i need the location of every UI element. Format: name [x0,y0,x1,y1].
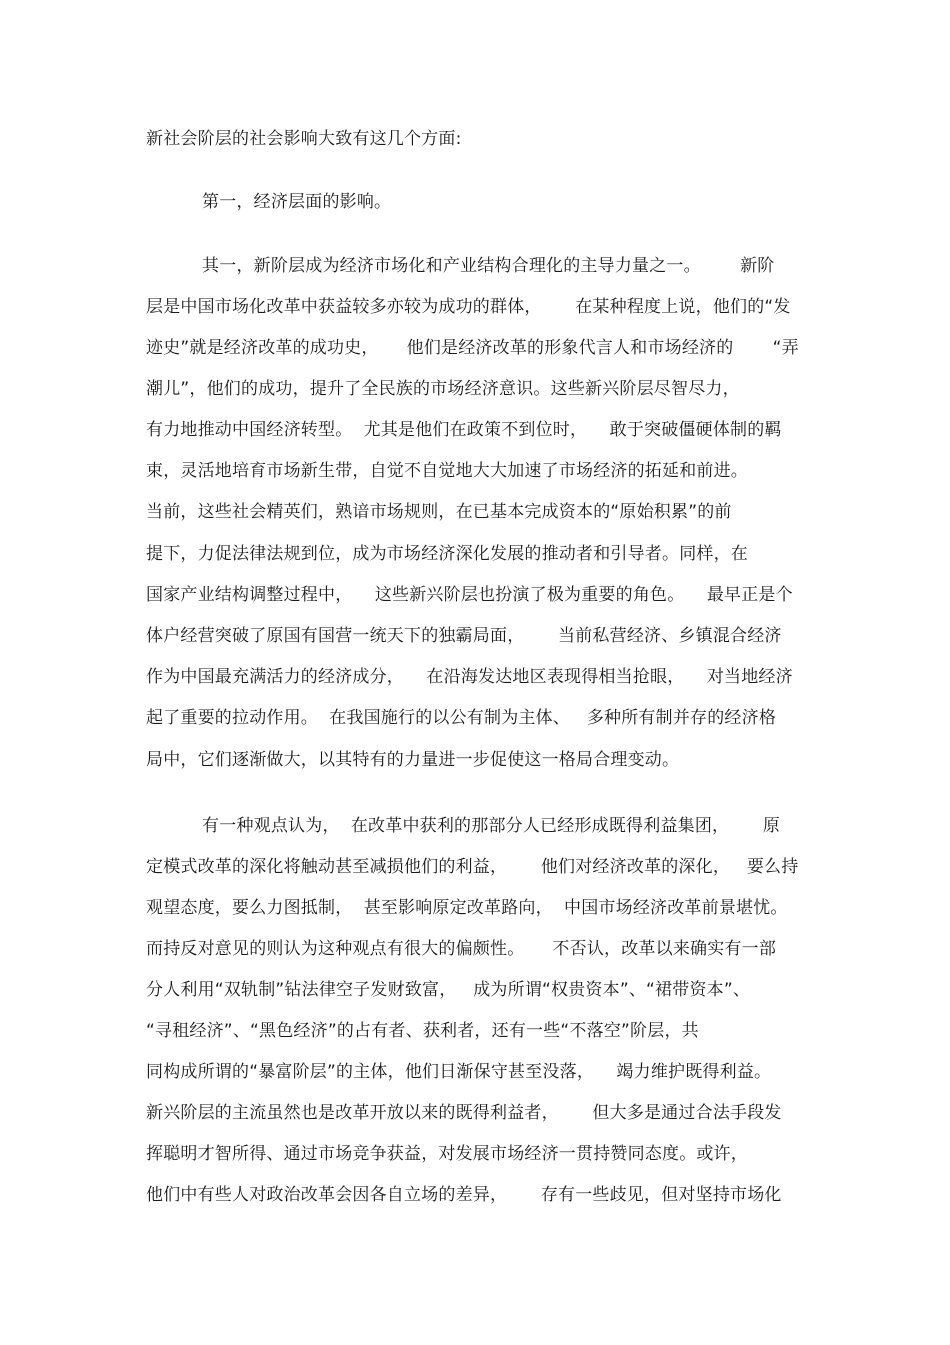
paragraph-2-line: 定模式改革的深化将触动甚至减损他们的利益， 他们对经济改革的深化， 要么持 [146,857,799,877]
paragraph-2-line: 而持反对意见的则认为这种观点有很大的偏颇性。 不否认，改革以来确实有一部 [146,939,777,959]
paragraph-1-line: 潮儿”，他们的成功，提升了全民族的市场经济意识。这些新兴阶层尽智尽力， [146,379,740,399]
paragraph-1-line: 层是中国市场化改革中获益较多亦较为成功的群体， 在某种程度上说，他们的“发 [146,297,791,317]
paragraph-1-line: 提下，力促法律法规到位，成为市场经济深化发展的推动者和引导者。同样，在 [146,544,748,564]
paragraph-1-line: 国家产业结构调整过程中， 这些新兴阶层也扮演了极为重要的角色。 最早正是个 [146,585,793,605]
paragraph-1-line: 迹史”就是经济改革的成功史， 他们是经济改革的形象代言人和市场经济的 “弄 [146,338,799,358]
paragraph-1-line: 有力地推动中国经济转型。 尤其是他们在政策不到位时， 敢于突破僵硬体制的羁 [146,420,782,440]
paragraph-2-line: 新兴阶层的主流虽然也是改革开放以来的既得利益者， 但大多是通过合法手段发 [146,1103,782,1123]
paragraph-1-line: 作为中国最充满活力的经济成分， 在沿海发达地区表现得相当抢眼， 对当地经济 [146,667,793,687]
paragraph-2-line: 观望态度，要么力图抵制， 甚至影响原定改革路向， 中国市场经济改革前景堪忧。 [146,898,788,918]
paragraph-1-line: 体户经营突破了原国有国营一统天下的独霸局面， 当前私营经济、乡镇混合经济 [146,626,782,646]
paragraph-1-line: 其一，新阶层成为经济市场化和产业结构合理化的主导力量之一。 新阶 [146,256,775,276]
paragraph-1-line: 局中，它们逐渐做大，以其特有的力量进一步促使这一格局合理变动。 [146,750,680,770]
paragraph-1-line: 起了重要的拉动作用。 在我国施行的以公有制为主体、 多种所有制并存的经济格 [146,708,777,728]
paragraph-2-line: “寻租经济”、“黑色经济”的占有者、获利者，还有一些“不落空”阶层，共 [146,1021,699,1041]
paragraph-2-line: 他们中有些人对政治改革会因各自立场的差异， 存有一些歧见，但对坚持市场化 [146,1185,782,1205]
paragraph-1-line: 束，灵活地培育市场新生带，自觉不自觉地大大加速了市场经济的拓延和前进。 [146,461,748,481]
section-heading: 第一，经济层面的影响。 [146,192,392,212]
paragraph-2-line: 挥聪明才智所得、通过市场竞争获益，对发展市场经济一贯持赞同态度。或许， [146,1144,748,1164]
paragraph-2-line: 有一种观点认为， 在改革中获利的那部分人已经形成既得利益集团， 原 [146,816,781,836]
paragraph-1-line: 当前，这些社会精英们，熟谙市场规则，在已基本完成资本的“原始积累”的前 [146,502,732,522]
intro-line: 新社会阶层的社会影响大致有这几个方面: [146,129,462,149]
paragraph-2-line: 同构成所谓的“暴富阶层”的主体，他们日渐保守甚至没落， 竭力维护既得利益。 [146,1062,772,1082]
paragraph-2-line: 分人利用“双轨制”钻法律空子发财致富， 成为所谓“权贵资本”、“裙带资本”、 [146,980,751,1000]
